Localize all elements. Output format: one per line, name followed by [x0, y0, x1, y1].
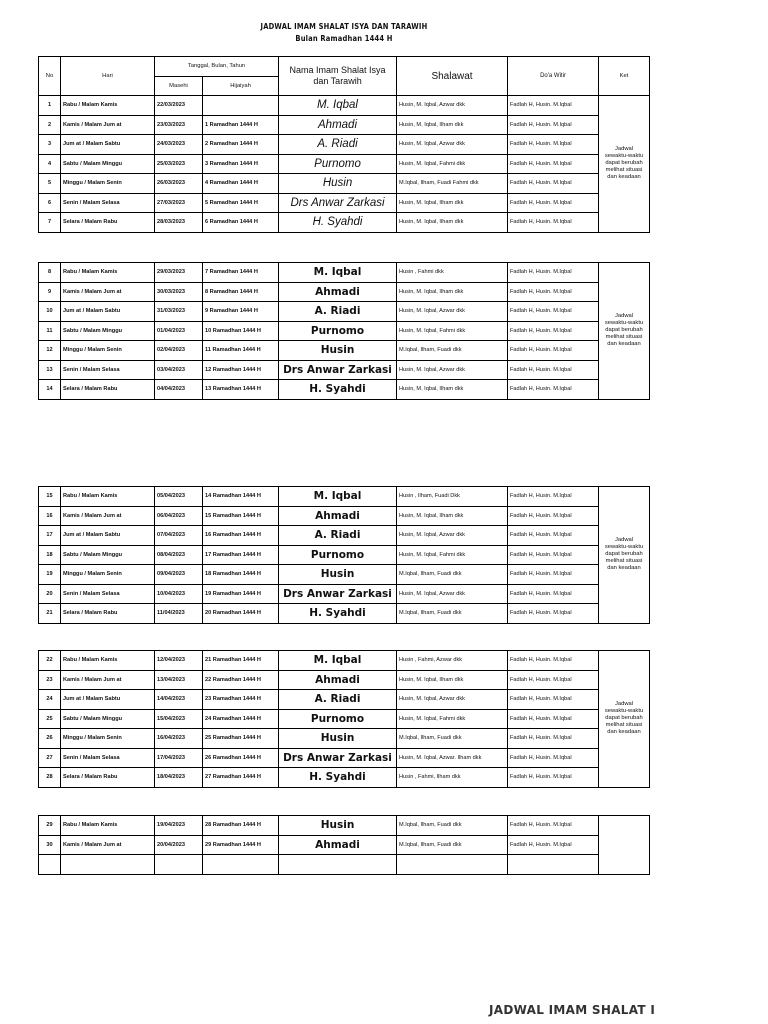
row-day: Selara / Malam Rabu: [61, 213, 155, 233]
row-number: 12: [39, 341, 61, 361]
row-day: Sabtu / Malam Minggu: [61, 545, 155, 565]
table-row: [39, 709, 650, 729]
row-shalawat: M.Iqbal, Ilham, Fuadi dkk: [397, 604, 508, 624]
row-date-hijriyah: 27 Ramadhan 1444 H: [203, 768, 279, 788]
row-date-hijriyah: 15 Ramadhan 1444 H: [203, 506, 279, 526]
row-imam-name: H. Syahdi: [279, 604, 397, 624]
row-date-hijriyah: [203, 855, 279, 875]
row-imam-name: Husin: [279, 729, 397, 749]
row-date-hijriyah: 20 Ramadhan 1444 H: [203, 604, 279, 624]
table-row: [39, 768, 650, 788]
row-day: Jum at / Malam Sabtu: [61, 526, 155, 546]
row-shalawat: Husin, M. Iqbal, Ilham dkk: [397, 282, 508, 302]
row-imam-name: A. Riadi: [279, 135, 397, 155]
row-day: Kamis / Malam Jum at: [61, 835, 155, 855]
header-doa-witir: Do'a Witir: [508, 57, 599, 96]
row-imam-name: M. Iqbal: [279, 96, 397, 116]
row-number: 10: [39, 302, 61, 322]
row-imam-name: Ahmadi: [279, 282, 397, 302]
footer-title: [489, 1003, 655, 1017]
row-doa-witir: Fadlah H, Husin. M.Iqbal: [508, 321, 599, 341]
table-row: [39, 321, 650, 341]
row-day: Jum at / Malam Sabtu: [61, 135, 155, 155]
row-shalawat: Husin, M. Iqbal, Azwar dkk: [397, 135, 508, 155]
row-imam-name: Husin: [279, 341, 397, 361]
row-date-masehi: 28/03/2023: [155, 213, 203, 233]
row-shalawat: M.Iqbal, Ilham, Fuadi dkk: [397, 816, 508, 836]
table-row: [39, 748, 650, 768]
row-shalawat: Husin , Fahmi, Azwar dkk: [397, 651, 508, 671]
table-row: [39, 213, 650, 233]
footer-title-text: JADWAL IMAM SHALAT I: [489, 1003, 656, 1017]
row-day: Senin / Malam Selasa: [61, 193, 155, 213]
row-imam-name: A. Riadi: [279, 526, 397, 546]
row-shalawat: Husin, M. Iqbal, Fahmi dkk: [397, 154, 508, 174]
row-shalawat: Husin, M. Iqbal, Ilham dkk: [397, 193, 508, 213]
row-shalawat: Husin, M. Iqbal, Fahmi dkk: [397, 709, 508, 729]
row-doa-witir: Fadlah H, Husin. M.Iqbal: [508, 604, 599, 624]
row-day: Kamis / Malam Jum at: [61, 115, 155, 135]
header-imam: Nama Imam Shalat Isya dan Tarawih: [279, 57, 397, 96]
row-date-masehi: 26/03/2023: [155, 174, 203, 194]
table-row: [39, 96, 650, 116]
row-date-masehi: 19/04/2023: [155, 816, 203, 836]
row-date-hijriyah: 14 Ramadhan 1444 H: [203, 487, 279, 507]
row-number: 20: [39, 584, 61, 604]
row-doa-witir: Fadlah H, Husin. M.Iqbal: [508, 565, 599, 585]
row-imam-name: Husin: [279, 174, 397, 194]
header-tanggal: Tanggal, Bulan, Tahun: [155, 57, 279, 77]
row-number: 4: [39, 154, 61, 174]
header-hari: Hari: [61, 57, 155, 96]
row-imam-name: Ahmadi: [279, 506, 397, 526]
row-imam-name: M. Iqbal: [279, 263, 397, 283]
row-number: 13: [39, 360, 61, 380]
row-imam-name: M. Iqbal: [279, 487, 397, 507]
row-date-hijriyah: 8 Ramadhan 1444 H: [203, 282, 279, 302]
row-date-hijriyah: 21 Ramadhan 1444 H: [203, 651, 279, 671]
row-number: 1: [39, 96, 61, 116]
row-date-masehi: 03/04/2023: [155, 360, 203, 380]
row-number: 23: [39, 670, 61, 690]
row-day: Selara / Malam Rabu: [61, 768, 155, 788]
row-imam-name: Purnomo: [279, 321, 397, 341]
row-doa-witir: Fadlah H, Husin. M.Iqbal: [508, 193, 599, 213]
table-row: [39, 135, 650, 155]
table-row: [39, 835, 650, 855]
row-date-hijriyah: 25 Ramadhan 1444 H: [203, 729, 279, 749]
row-imam-name: A. Riadi: [279, 302, 397, 322]
row-number: 14: [39, 380, 61, 400]
schedule-table-week-1: [38, 56, 650, 233]
page-subtitle: Bulan Ramadhan 1444 H: [295, 34, 393, 43]
row-doa-witir: Fadlah H, Husin. M.Iqbal: [508, 709, 599, 729]
header-ket: Ket: [599, 57, 650, 96]
row-day: [61, 855, 155, 875]
row-date-hijriyah: 22 Ramadhan 1444 H: [203, 670, 279, 690]
table-row: [39, 115, 650, 135]
row-shalawat: Husin, M. Iqbal, Azwar dkk: [397, 302, 508, 322]
row-date-hijriyah: 7 Ramadhan 1444 H: [203, 263, 279, 283]
row-imam-name: H. Syahdi: [279, 768, 397, 788]
row-day: Senin / Malam Selasa: [61, 360, 155, 380]
row-number: 7: [39, 213, 61, 233]
row-shalawat: M.Iqbal, Ilham, Fuadi dkk: [397, 565, 508, 585]
row-shalawat: Husin, M. Iqbal, Azwar dkk: [397, 690, 508, 710]
table-row: [39, 565, 650, 585]
schedule-table-week-2: [38, 262, 650, 400]
row-day: Kamis / Malam Jum at: [61, 282, 155, 302]
row-date-masehi: 30/03/2023: [155, 282, 203, 302]
row-day: Sabtu / Malam Minggu: [61, 154, 155, 174]
row-doa-witir: Fadlah H, Husin. M.Iqbal: [508, 213, 599, 233]
row-shalawat: Husin, M. Iqbal, Ilham dkk: [397, 506, 508, 526]
row-shalawat: Husin , Fahmi, Ilham dkk: [397, 768, 508, 788]
row-number: 27: [39, 748, 61, 768]
row-doa-witir: Fadlah H, Husin. M.Iqbal: [508, 584, 599, 604]
row-date-hijriyah: 12 Ramadhan 1444 H: [203, 360, 279, 380]
row-number: 25: [39, 709, 61, 729]
table-row: [39, 154, 650, 174]
row-number: 29: [39, 816, 61, 836]
row-number: 16: [39, 506, 61, 526]
table-row: [39, 584, 650, 604]
row-date-masehi: 10/04/2023: [155, 584, 203, 604]
row-date-hijriyah: 5 Ramadhan 1444 H: [203, 193, 279, 213]
row-number: 15: [39, 487, 61, 507]
row-number: 6: [39, 193, 61, 213]
row-shalawat: Husin, M. Iqbal, Ilham dkk: [397, 213, 508, 233]
row-shalawat: M.Iqbal, Ilham, Fuadi dkk: [397, 341, 508, 361]
table-row: [39, 506, 650, 526]
row-date-masehi: 17/04/2023: [155, 748, 203, 768]
row-doa-witir: Fadlah H, Husin. M.Iqbal: [508, 768, 599, 788]
row-date-masehi: 02/04/2023: [155, 341, 203, 361]
row-day: Jum at / Malam Sabtu: [61, 690, 155, 710]
row-date-hijriyah: 1 Ramadhan 1444 H: [203, 115, 279, 135]
row-date-hijriyah: 16 Ramadhan 1444 H: [203, 526, 279, 546]
table-row: [39, 263, 650, 283]
row-doa-witir: Fadlah H, Husin. M.Iqbal: [508, 729, 599, 749]
row-doa-witir: Fadlah H, Husin. M.Iqbal: [508, 115, 599, 135]
row-shalawat: Husin, M. Iqbal, Azwar dkk: [397, 360, 508, 380]
row-day: Jum at / Malam Sabtu: [61, 302, 155, 322]
row-day: Minggu / Malam Senin: [61, 729, 155, 749]
row-day: Selara / Malam Rabu: [61, 380, 155, 400]
table-row: [39, 341, 650, 361]
row-shalawat: Husin, M. Iqbal, Azwar dkk: [397, 584, 508, 604]
row-number: 5: [39, 174, 61, 194]
row-shalawat: Husin , Ilham, Fuadi Dkk: [397, 487, 508, 507]
row-date-hijriyah: 18 Ramadhan 1444 H: [203, 565, 279, 585]
row-doa-witir: Fadlah H, Husin. M.Iqbal: [508, 545, 599, 565]
row-day: Senin / Malam Selasa: [61, 584, 155, 604]
row-shalawat: Husin, M. Iqbal, Azwar dkk: [397, 96, 508, 116]
table-row: [39, 651, 650, 671]
table-row: [39, 174, 650, 194]
row-number: 19: [39, 565, 61, 585]
row-number: 11: [39, 321, 61, 341]
schedule-table-week-5: [38, 815, 650, 875]
row-doa-witir: Fadlah H, Husin. M.Iqbal: [508, 526, 599, 546]
row-date-masehi: 07/04/2023: [155, 526, 203, 546]
row-doa-witir: Fadlah H, Husin. M.Iqbal: [508, 302, 599, 322]
row-date-hijriyah: 13 Ramadhan 1444 H: [203, 380, 279, 400]
row-date-masehi: 14/04/2023: [155, 690, 203, 710]
row-day: Minggu / Malam Senin: [61, 174, 155, 194]
row-doa-witir: Fadlah H, Husin. M.Iqbal: [508, 154, 599, 174]
row-doa-witir: Fadlah H, Husin. M.Iqbal: [508, 651, 599, 671]
row-imam-name: Drs Anwar Zarkasi: [279, 748, 397, 768]
table-row: [39, 855, 650, 875]
row-date-hijriyah: 9 Ramadhan 1444 H: [203, 302, 279, 322]
row-number: 17: [39, 526, 61, 546]
header-masehi: Masehi: [155, 76, 203, 96]
table-row: [39, 487, 650, 507]
row-day: Minggu / Malam Senin: [61, 565, 155, 585]
row-date-hijriyah: [203, 96, 279, 116]
row-imam-name: Drs Anwar Zarkasi: [279, 193, 397, 213]
row-doa-witir: Fadlah H, Husin. M.Iqbal: [508, 341, 599, 361]
row-shalawat: Husin, M. Iqbal, Ilham dkk: [397, 115, 508, 135]
row-imam-name: Drs Anwar Zarkasi: [279, 360, 397, 380]
row-date-masehi: 13/04/2023: [155, 670, 203, 690]
row-imam-name: A. Riadi: [279, 690, 397, 710]
row-shalawat: M.Iqbal, Ilham, Fuadi Fahmi dkk: [397, 174, 508, 194]
row-shalawat: Husin, M. Iqbal, Azwar. Ilham dkk: [397, 748, 508, 768]
table-row: [39, 604, 650, 624]
header-hijriyah: Hijaiyah: [203, 76, 279, 96]
row-day: Minggu / Malam Senin: [61, 341, 155, 361]
row-date-hijriyah: 24 Ramadhan 1444 H: [203, 709, 279, 729]
row-day: Sabtu / Malam Minggu: [61, 321, 155, 341]
header-no: No: [39, 57, 61, 96]
ket-note: Jadwal sewaktu-waktu dapat berubah melihat situasi dan keadaan: [599, 96, 650, 233]
row-number: 3: [39, 135, 61, 155]
row-imam-name: Husin: [279, 565, 397, 585]
row-number: 18: [39, 545, 61, 565]
row-date-masehi: 25/03/2023: [155, 154, 203, 174]
row-imam-name: Purnomo: [279, 709, 397, 729]
row-doa-witir: Fadlah H, Husin. M.Iqbal: [508, 263, 599, 283]
row-doa-witir: Fadlah H, Husin. M.Iqbal: [508, 360, 599, 380]
row-date-masehi: 24/03/2023: [155, 135, 203, 155]
row-number: 30: [39, 835, 61, 855]
row-doa-witir: Fadlah H, Husin. M.Iqbal: [508, 506, 599, 526]
row-date-hijriyah: 19 Ramadhan 1444 H: [203, 584, 279, 604]
table-row: [39, 282, 650, 302]
schedule-table-week-4: [38, 650, 650, 788]
row-shalawat: Husin , Fahmi dkk: [397, 263, 508, 283]
row-date-masehi: 27/03/2023: [155, 193, 203, 213]
row-date-masehi: 22/03/2023: [155, 96, 203, 116]
table-row: [39, 729, 650, 749]
row-shalawat: Husin, M. Iqbal, Fahmi dkk: [397, 321, 508, 341]
row-date-masehi: 11/04/2023: [155, 604, 203, 624]
row-day: Selara / Malam Rabu: [61, 604, 155, 624]
table-row: [39, 360, 650, 380]
row-imam-name: Purnomo: [279, 545, 397, 565]
row-date-hijriyah: 10 Ramadhan 1444 H: [203, 321, 279, 341]
row-doa-witir: Fadlah H, Husin. M.Iqbal: [508, 835, 599, 855]
row-number: 26: [39, 729, 61, 749]
row-date-masehi: 31/03/2023: [155, 302, 203, 322]
row-date-masehi: 04/04/2023: [155, 380, 203, 400]
row-imam-name: Husin: [279, 816, 397, 836]
row-day: Rabu / Malam Kamis: [61, 96, 155, 116]
table-row: [39, 690, 650, 710]
row-date-masehi: 20/04/2023: [155, 835, 203, 855]
row-number: 24: [39, 690, 61, 710]
row-date-hijriyah: 3 Ramadhan 1444 H: [203, 154, 279, 174]
row-doa-witir: Fadlah H, Husin. M.Iqbal: [508, 670, 599, 690]
row-date-masehi: 06/04/2023: [155, 506, 203, 526]
row-doa-witir: [508, 855, 599, 875]
row-doa-witir: Fadlah H, Husin. M.Iqbal: [508, 487, 599, 507]
table-row: [39, 816, 650, 836]
table-row: [39, 526, 650, 546]
row-shalawat: [397, 855, 508, 875]
row-date-masehi: 01/04/2023: [155, 321, 203, 341]
row-date-masehi: 29/03/2023: [155, 263, 203, 283]
row-doa-witir: Fadlah H, Husin. M.Iqbal: [508, 282, 599, 302]
row-day: Sabtu / Malam Minggu: [61, 709, 155, 729]
ket-note: Jadwal sewaktu-waktu dapat berubah melihat situasi dan keadaan: [599, 263, 650, 400]
page-title: JADWAL IMAM SHALAT ISYA DAN TARAWIH: [260, 22, 428, 31]
row-date-hijriyah: 2 Ramadhan 1444 H: [203, 135, 279, 155]
row-imam-name: Purnomo: [279, 154, 397, 174]
row-date-masehi: 12/04/2023: [155, 651, 203, 671]
table-row: [39, 193, 650, 213]
row-doa-witir: Fadlah H, Husin. M.Iqbal: [508, 816, 599, 836]
row-date-hijriyah: 29 Ramadhan 1444 H: [203, 835, 279, 855]
row-imam-name: [279, 855, 397, 875]
row-day: Kamis / Malam Jum at: [61, 670, 155, 690]
row-imam-name: H. Syahdi: [279, 380, 397, 400]
row-date-masehi: 05/04/2023: [155, 487, 203, 507]
row-date-masehi: 15/04/2023: [155, 709, 203, 729]
row-day: Kamis / Malam Jum at: [61, 506, 155, 526]
table-row: [39, 670, 650, 690]
row-shalawat: M.Iqbal, Ilham, Fuadi dkk: [397, 729, 508, 749]
table-row: [39, 380, 650, 400]
schedule-table-week-3: [38, 486, 650, 624]
row-number: 8: [39, 263, 61, 283]
row-number: 2: [39, 115, 61, 135]
row-date-hijriyah: 11 Ramadhan 1444 H: [203, 341, 279, 361]
row-shalawat: Husin, M. Iqbal, Fahmi dkk: [397, 545, 508, 565]
row-date-masehi: 18/04/2023: [155, 768, 203, 788]
ket-note: Jadwal sewaktu-waktu dapat berubah melihat situasi dan keadaan: [599, 487, 650, 624]
row-day: Senin / Malam Selasa: [61, 748, 155, 768]
row-shalawat: M.Iqbal, Ilham, Fuadi dkk: [397, 835, 508, 855]
row-shalawat: Husin, M. Iqbal, Ilham dkk: [397, 380, 508, 400]
row-doa-witir: Fadlah H, Husin. M.Iqbal: [508, 135, 599, 155]
row-imam-name: Drs Anwar Zarkasi: [279, 584, 397, 604]
row-imam-name: M. Iqbal: [279, 651, 397, 671]
row-number: 21: [39, 604, 61, 624]
row-date-hijriyah: 17 Ramadhan 1444 H: [203, 545, 279, 565]
row-imam-name: Ahmadi: [279, 115, 397, 135]
row-doa-witir: Fadlah H, Husin. M.Iqbal: [508, 690, 599, 710]
ket-note: [599, 816, 650, 875]
table-row: [39, 302, 650, 322]
row-date-masehi: 23/03/2023: [155, 115, 203, 135]
row-doa-witir: Fadlah H, Husin. M.Iqbal: [508, 748, 599, 768]
row-date-masehi: 09/04/2023: [155, 565, 203, 585]
row-date-hijriyah: 23 Ramadhan 1444 H: [203, 690, 279, 710]
row-day: Rabu / Malam Kamis: [61, 816, 155, 836]
row-date-masehi: [155, 855, 203, 875]
row-day: Rabu / Malam Kamis: [61, 487, 155, 507]
row-number: 28: [39, 768, 61, 788]
row-shalawat: Husin, M. Iqbal, Azwar dkk: [397, 526, 508, 546]
row-date-hijriyah: 26 Ramadhan 1444 H: [203, 748, 279, 768]
header-shalawat: Shalawat: [397, 57, 508, 96]
row-doa-witir: Fadlah H, Husin. M.Iqbal: [508, 380, 599, 400]
row-number: 22: [39, 651, 61, 671]
row-day: Rabu / Malam Kamis: [61, 263, 155, 283]
row-number: [39, 855, 61, 875]
row-date-masehi: 16/04/2023: [155, 729, 203, 749]
row-doa-witir: Fadlah H, Husin. M.Iqbal: [508, 174, 599, 194]
row-day: Rabu / Malam Kamis: [61, 651, 155, 671]
ket-note: Jadwal sewaktu-waktu dapat berubah melihat situasi dan keadaan: [599, 651, 650, 788]
row-date-hijriyah: 4 Ramadhan 1444 H: [203, 174, 279, 194]
row-doa-witir: Fadlah H, Husin. M.Iqbal: [508, 96, 599, 116]
row-number: 9: [39, 282, 61, 302]
row-imam-name: Ahmadi: [279, 835, 397, 855]
row-date-hijriyah: 28 Ramadhan 1444 H: [203, 816, 279, 836]
row-imam-name: H. Syahdi: [279, 213, 397, 233]
row-date-masehi: 08/04/2023: [155, 545, 203, 565]
row-imam-name: Ahmadi: [279, 670, 397, 690]
row-date-hijriyah: 6 Ramadhan 1444 H: [203, 213, 279, 233]
table-row: [39, 545, 650, 565]
row-shalawat: Husin, M. Iqbal, Ilham dkk: [397, 670, 508, 690]
